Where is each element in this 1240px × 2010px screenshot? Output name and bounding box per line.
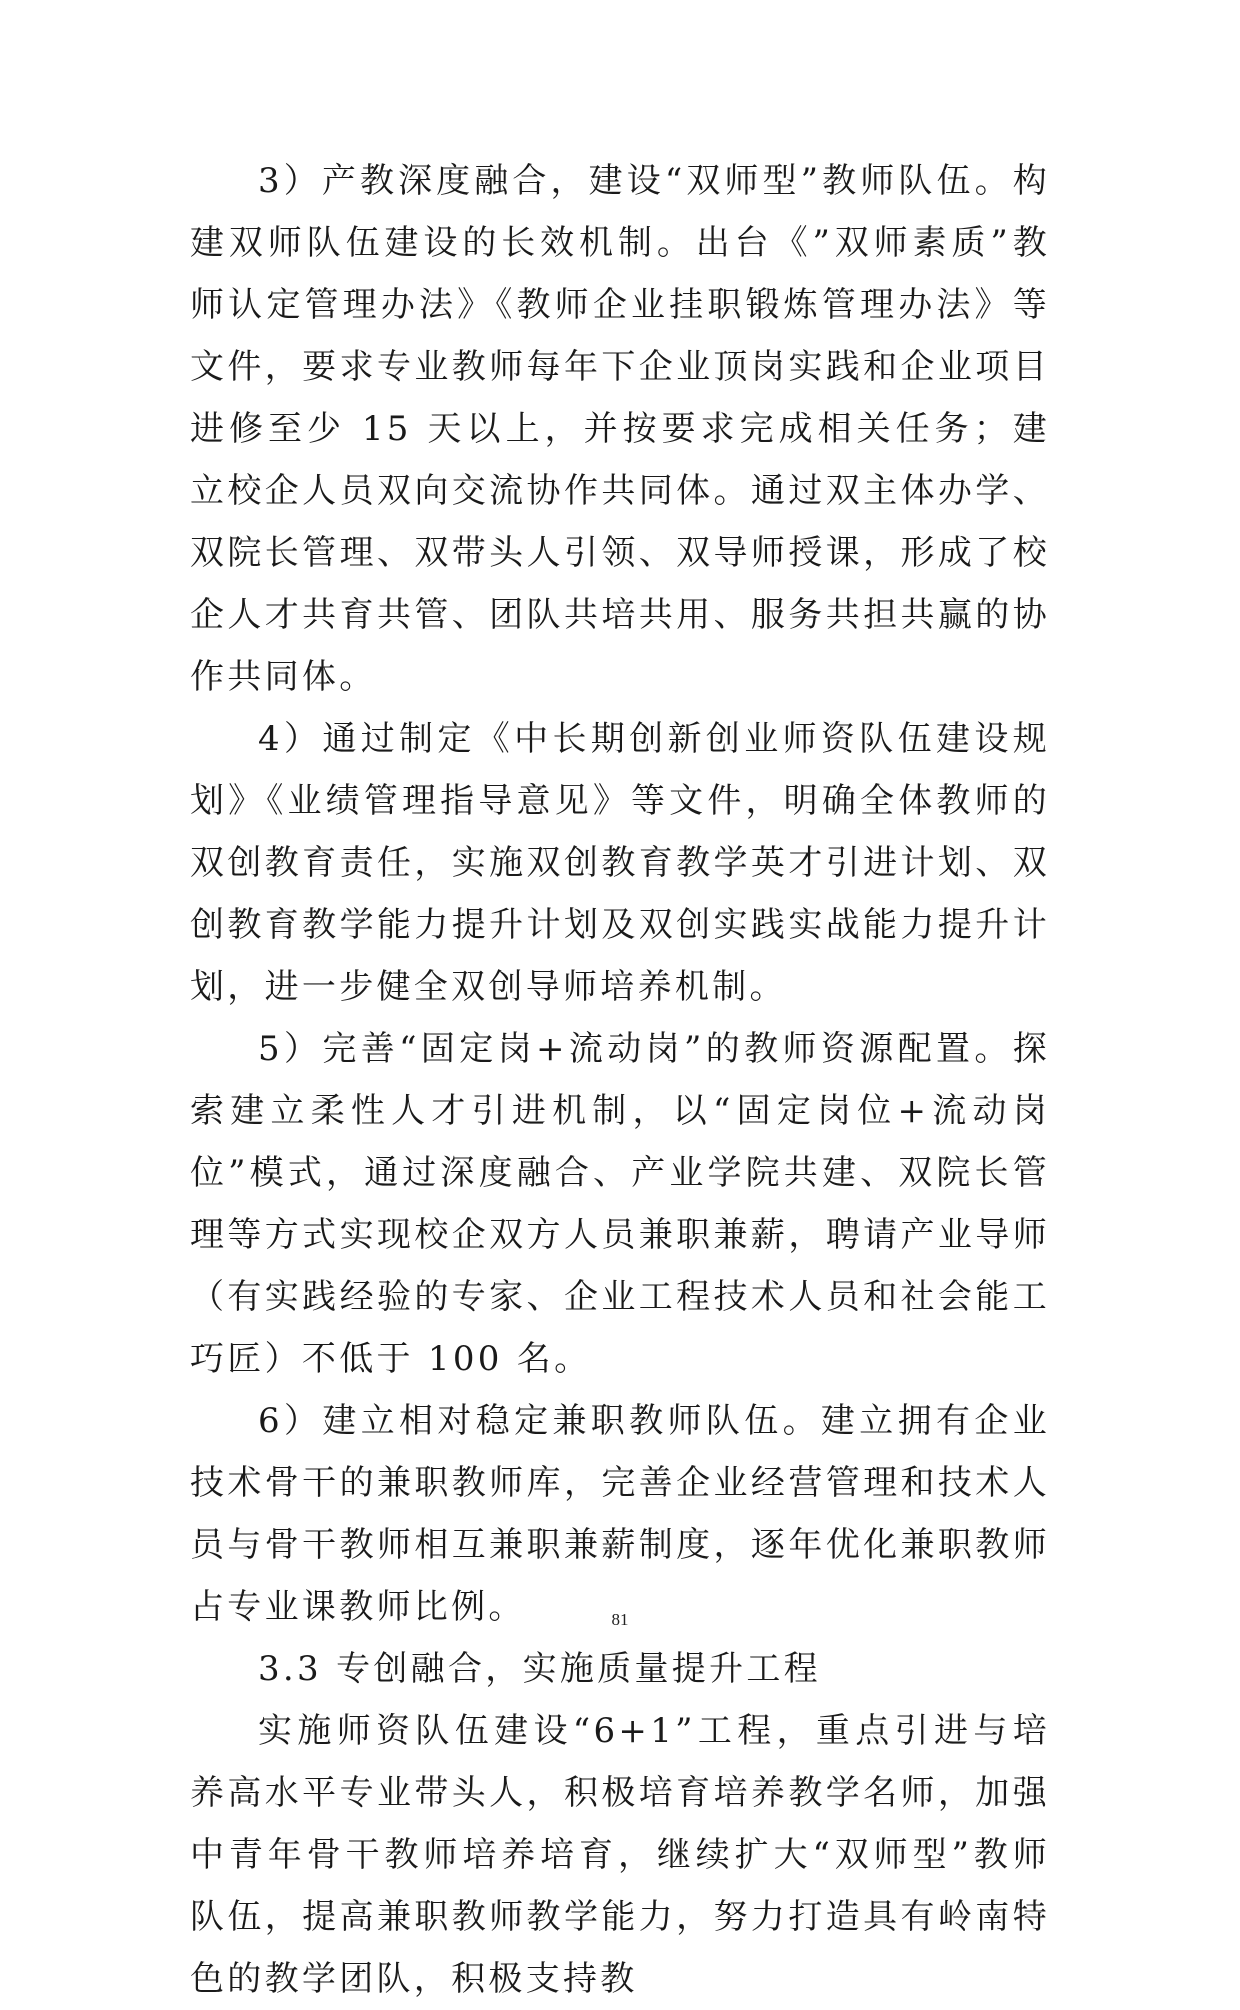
paragraph-part-time-teachers: 6）建立相对稳定兼职教师队伍。建立拥有企业技术骨干的兼职教师库，完善企业经营管理和技术人员与骨干教师相互兼职兼薪制度，逐年优化兼职教师占专业课教师比例。 [190, 1401, 1050, 1627]
paragraph-double-qualified-teachers: 3）产教深度融合，建设“双师型”教师队伍。构建双师队伍建设的长效机制。出台《”双师素质”教师认定管理办法》《教师企业挂职锻炼管理办法》等文件，要求专业教师每年下企业顶岗实践和企业项目进修至少 15 天以上，并按要求完成相关任务；建立校企人员双向交流协作共同体。通过双主体办学、双院长管理、双带头人引领、双导师授课，形成了校企人才共育共管、团队共培共用、服务共担共赢的协作共同体。 [190, 161, 1050, 697]
section-heading: 3.3 专创融合，实施质量提升工程 [258, 1649, 821, 1689]
paragraph-six-plus-one-project: 实施师资队伍建设“6+1”工程，重点引进与培养高水平专业带头人，积极培育培养教学名师，加强中青年骨干教师培养培育，继续扩大“双师型”教师队伍，提高兼职教师教学能力，努力打造具有岭南特色的教学团队，积极支持教 [190, 1711, 1050, 1999]
page-body [190, 150, 1050, 2010]
paragraph-fixed-mobile-posts: 5）完善“固定岗+流动岗”的教师资源配置。探索建立柔性人才引进机制，以“固定岗位+流动岗位”模式，通过深度融合、产业学院共建、双院长管理等方式实现校企双方人员兼职兼薪，聘请产业导师（有实践经验的专家、企业工程技术人员和社会能工巧匠）不低于 100 名。 [190, 1029, 1050, 1379]
page-number: 81 [611, 1610, 629, 1629]
paragraph-innovation-mentors: 4）通过制定《中长期创新创业师资队伍建设规划》《业绩管理指导意见》等文件，明确全体教师的双创教育责任，实施双创教育教学英才引进计划、双创教育教学能力提升计划及双创实践实战能力提升计划，进一步健全双创导师培养机制。 [190, 719, 1050, 1007]
